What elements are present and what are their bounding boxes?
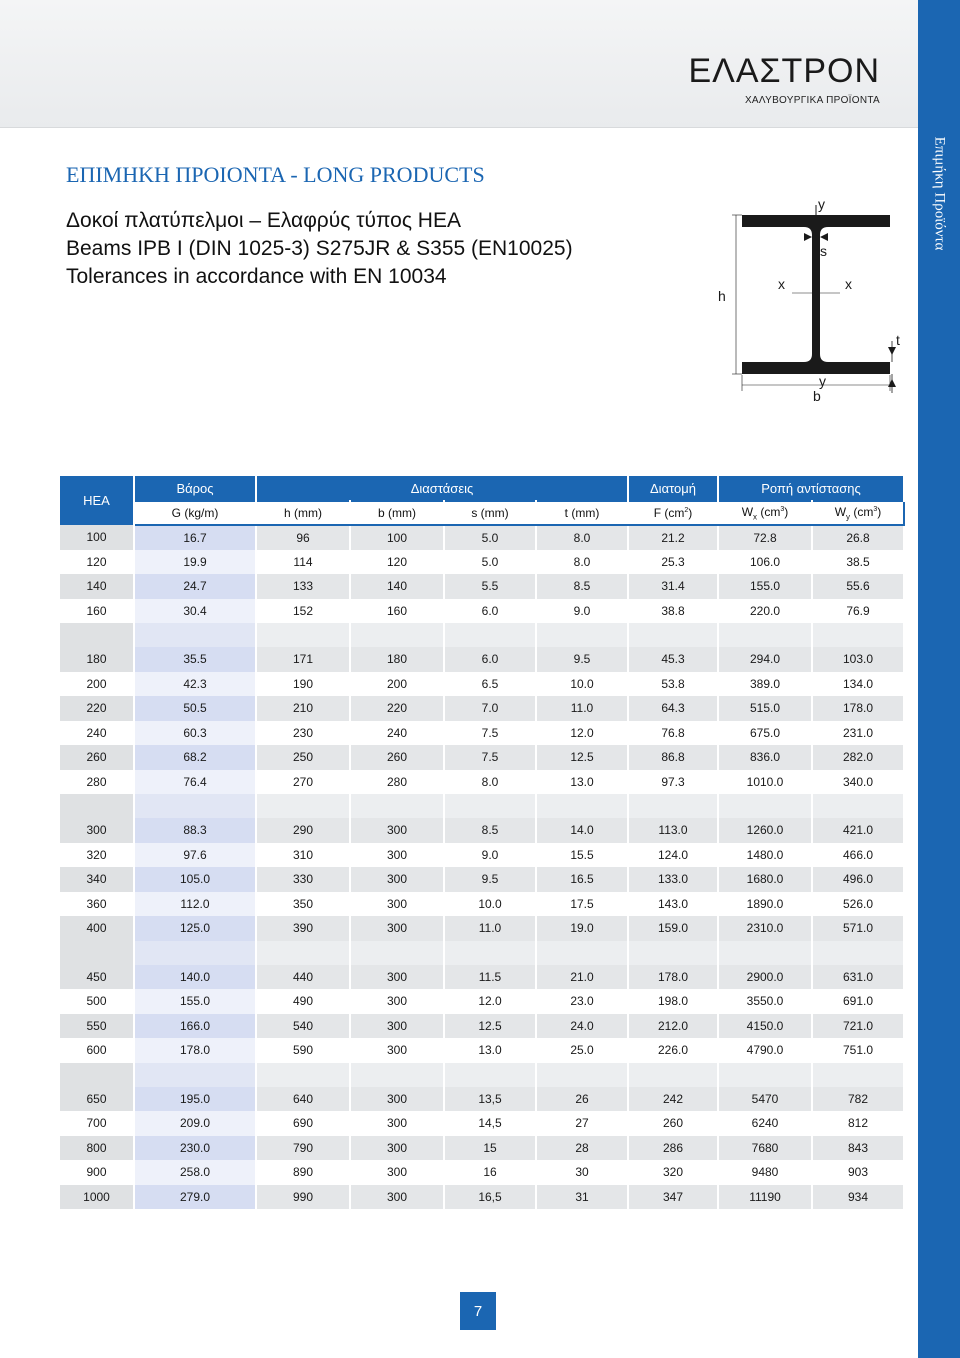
table-cell: 15 bbox=[444, 1136, 536, 1161]
table-spacer-row bbox=[60, 794, 904, 818]
table-cell: 440 bbox=[256, 965, 350, 990]
table-cell: 250 bbox=[256, 745, 350, 770]
table-cell: 212.0 bbox=[628, 1014, 718, 1039]
table-cell: 490 bbox=[256, 989, 350, 1014]
table-cell: 178.0 bbox=[134, 1038, 256, 1063]
label-x-left: x bbox=[778, 276, 785, 292]
table-cell: 88.3 bbox=[134, 818, 256, 843]
table-cell: 300 bbox=[350, 1185, 444, 1210]
logo-tagline: ΧΑΛΥΒΟΥΡΓΙΚΑ ΠΡΟΪΟΝΤΑ bbox=[744, 95, 880, 106]
table-row bbox=[60, 989, 904, 1014]
table-cell: 14.0 bbox=[536, 818, 628, 843]
table-cell: 515.0 bbox=[718, 696, 812, 721]
table-row bbox=[60, 696, 904, 721]
table-cell: 450 bbox=[60, 965, 134, 990]
table-row bbox=[60, 1087, 904, 1112]
table-row bbox=[60, 599, 904, 624]
table-cell: 690 bbox=[256, 1111, 350, 1136]
table-cell: 540 bbox=[256, 1014, 350, 1039]
table-cell: 590 bbox=[256, 1038, 350, 1063]
col-b-header: b (mm) bbox=[350, 501, 444, 525]
table-cell: 42.3 bbox=[134, 672, 256, 697]
table-row bbox=[60, 672, 904, 697]
table-body bbox=[60, 525, 904, 1209]
table-cell: 15.5 bbox=[536, 843, 628, 868]
table-cell: 600 bbox=[60, 1038, 134, 1063]
table-row bbox=[60, 770, 904, 795]
table-cell: 76.9 bbox=[812, 599, 904, 624]
table-cell: 340.0 bbox=[812, 770, 904, 795]
table-cell: 300 bbox=[350, 1038, 444, 1063]
table-cell: 105.0 bbox=[134, 867, 256, 892]
table-cell: 691.0 bbox=[812, 989, 904, 1014]
table-cell: 100 bbox=[60, 525, 134, 550]
table-cell: 11190 bbox=[718, 1185, 812, 1210]
table-cell: 210 bbox=[256, 696, 350, 721]
table-cell: 5.0 bbox=[444, 550, 536, 575]
table-cell: 1260.0 bbox=[718, 818, 812, 843]
table-cell: 97.6 bbox=[134, 843, 256, 868]
logo-wordmark: ΕΛΑΣΤΡΟΝ bbox=[688, 52, 880, 90]
brand-logo bbox=[688, 52, 880, 106]
table-cell: 190 bbox=[256, 672, 350, 697]
group-weight-header: Βάρος bbox=[134, 476, 256, 501]
table-cell: 16.7 bbox=[134, 525, 256, 550]
table-cell: 16.5 bbox=[536, 867, 628, 892]
table-cell: 640 bbox=[256, 1087, 350, 1112]
table-cell: 198.0 bbox=[628, 989, 718, 1014]
table-cell: 53.8 bbox=[628, 672, 718, 697]
table-cell: 4150.0 bbox=[718, 1014, 812, 1039]
label-y-top: y bbox=[818, 196, 825, 212]
table-cell: 260 bbox=[628, 1111, 718, 1136]
table-cell: 350 bbox=[256, 892, 350, 917]
table-cell: 300 bbox=[350, 916, 444, 941]
table-cell: 631.0 bbox=[812, 965, 904, 990]
table-cell: 800 bbox=[60, 1136, 134, 1161]
table-cell: 812 bbox=[812, 1111, 904, 1136]
col-wx-header: $W_x$ $(cm^3)$ bbox=[718, 501, 812, 525]
table-cell: 8.0 bbox=[444, 770, 536, 795]
table-cell: 152 bbox=[256, 599, 350, 624]
table-cell: 68.2 bbox=[134, 745, 256, 770]
table-cell: 526.0 bbox=[812, 892, 904, 917]
table-cell: 12.0 bbox=[444, 989, 536, 1014]
table-cell: 934 bbox=[812, 1185, 904, 1210]
table-cell: 7.0 bbox=[444, 696, 536, 721]
table-cell: 160 bbox=[350, 599, 444, 624]
table-cell: 231.0 bbox=[812, 721, 904, 746]
table-row bbox=[60, 916, 904, 941]
table-cell: 60.3 bbox=[134, 721, 256, 746]
table-cell: 13.0 bbox=[444, 1038, 536, 1063]
beam-cross-section-diagram bbox=[700, 195, 910, 410]
table-cell: 64.3 bbox=[628, 696, 718, 721]
table-cell: 258.0 bbox=[134, 1160, 256, 1185]
table-cell: 113.0 bbox=[628, 818, 718, 843]
table-cell: 13.0 bbox=[536, 770, 628, 795]
table-cell: 112.0 bbox=[134, 892, 256, 917]
table-cell: 6.0 bbox=[444, 599, 536, 624]
table-cell: 114 bbox=[256, 550, 350, 575]
table-cell: 140 bbox=[60, 574, 134, 599]
table-cell: 21.0 bbox=[536, 965, 628, 990]
section-title: ΕΠΙΜΗΚΗ ΠΡΟΙΟΝΤΑ - LONG PRODUCTS bbox=[66, 162, 485, 187]
table-cell: 242 bbox=[628, 1087, 718, 1112]
table-cell: 17.5 bbox=[536, 892, 628, 917]
table-cell: 1480.0 bbox=[718, 843, 812, 868]
table-cell: 240 bbox=[60, 721, 134, 746]
table-cell: 220.0 bbox=[718, 599, 812, 624]
table-row bbox=[60, 867, 904, 892]
table-cell: 19.9 bbox=[134, 550, 256, 575]
table-cell: 571.0 bbox=[812, 916, 904, 941]
table-cell: 340 bbox=[60, 867, 134, 892]
table-cell: 30 bbox=[536, 1160, 628, 1185]
table-cell: 240 bbox=[350, 721, 444, 746]
table-cell: 550 bbox=[60, 1014, 134, 1039]
table-cell: 220 bbox=[350, 696, 444, 721]
table-cell: 310 bbox=[256, 843, 350, 868]
table-cell: 1890.0 bbox=[718, 892, 812, 917]
table-cell: 28 bbox=[536, 1136, 628, 1161]
label-b: b bbox=[813, 388, 821, 404]
table-cell: 8.0 bbox=[536, 525, 628, 550]
table-row bbox=[60, 745, 904, 770]
table-cell: 3550.0 bbox=[718, 989, 812, 1014]
table-cell: 24.7 bbox=[134, 574, 256, 599]
table-row bbox=[60, 1185, 904, 1210]
table-cell: 72.8 bbox=[718, 525, 812, 550]
table-cell: 140.0 bbox=[134, 965, 256, 990]
table-cell: 120 bbox=[60, 550, 134, 575]
table-cell: 300 bbox=[60, 818, 134, 843]
table-cell: 30.4 bbox=[134, 599, 256, 624]
side-label-text: Επιμήκη Προϊόντα bbox=[931, 136, 948, 250]
table-cell: 220 bbox=[60, 696, 134, 721]
table-cell: 360 bbox=[60, 892, 134, 917]
table-cell: 9.0 bbox=[444, 843, 536, 868]
table-cell: 100 bbox=[350, 525, 444, 550]
table-row bbox=[60, 1038, 904, 1063]
table-cell: 496.0 bbox=[812, 867, 904, 892]
table-cell: 125.0 bbox=[134, 916, 256, 941]
table-cell: 675.0 bbox=[718, 721, 812, 746]
hea-properties-table bbox=[60, 476, 904, 1209]
table-cell: 178.0 bbox=[812, 696, 904, 721]
table-cell: 7.5 bbox=[444, 721, 536, 746]
table-cell: 790 bbox=[256, 1136, 350, 1161]
table-cell: 14,5 bbox=[444, 1111, 536, 1136]
table-cell: 650 bbox=[60, 1087, 134, 1112]
table-cell: 990 bbox=[256, 1185, 350, 1210]
table-cell: 23.0 bbox=[536, 989, 628, 1014]
table-cell: 900 bbox=[60, 1160, 134, 1185]
table-cell: 38.5 bbox=[812, 550, 904, 575]
label-y-bottom: y bbox=[819, 373, 826, 389]
table-cell: 26 bbox=[536, 1087, 628, 1112]
table-cell: 11.0 bbox=[444, 916, 536, 941]
table-cell: 12.5 bbox=[444, 1014, 536, 1039]
table-cell: 38.8 bbox=[628, 599, 718, 624]
table-cell: 300 bbox=[350, 843, 444, 868]
table-cell: 133 bbox=[256, 574, 350, 599]
table-cell: 120 bbox=[350, 550, 444, 575]
table-row bbox=[60, 965, 904, 990]
col-t-header: t (mm) bbox=[536, 501, 628, 525]
table-cell: 180 bbox=[350, 647, 444, 672]
table-cell: 320 bbox=[628, 1160, 718, 1185]
table-cell: 280 bbox=[60, 770, 134, 795]
table-cell: 1680.0 bbox=[718, 867, 812, 892]
table-cell: 300 bbox=[350, 989, 444, 1014]
web bbox=[812, 227, 820, 362]
label-s: s bbox=[820, 243, 827, 259]
table-cell: 27 bbox=[536, 1111, 628, 1136]
table-cell: 6240 bbox=[718, 1111, 812, 1136]
table-cell: 9480 bbox=[718, 1160, 812, 1185]
table-cell: 300 bbox=[350, 892, 444, 917]
table-cell: 160 bbox=[60, 599, 134, 624]
table-cell: 31 bbox=[536, 1185, 628, 1210]
group-section-header: Διατομή bbox=[628, 476, 718, 501]
table-cell: 282.0 bbox=[812, 745, 904, 770]
table-cell: 25.0 bbox=[536, 1038, 628, 1063]
table-row bbox=[60, 574, 904, 599]
table-cell: 45.3 bbox=[628, 647, 718, 672]
table-cell: 400 bbox=[60, 916, 134, 941]
table-cell: 347 bbox=[628, 1185, 718, 1210]
col-wy-header: $W_y$ $(cm^3)$ bbox=[812, 501, 904, 525]
table-cell: 133.0 bbox=[628, 867, 718, 892]
table-cell: 8.0 bbox=[536, 550, 628, 575]
table-cell: 21.2 bbox=[628, 525, 718, 550]
table-cell: 96 bbox=[256, 525, 350, 550]
table-cell: 843 bbox=[812, 1136, 904, 1161]
col-h-header: h (mm) bbox=[256, 501, 350, 525]
table-cell: 124.0 bbox=[628, 843, 718, 868]
table-row bbox=[60, 550, 904, 575]
table-cell: 140 bbox=[350, 574, 444, 599]
product-title-line-3: Tolerances in accordance with EN 10034 bbox=[66, 265, 447, 288]
table-cell: 7.5 bbox=[444, 745, 536, 770]
table-cell: 2900.0 bbox=[718, 965, 812, 990]
page-number: 7 bbox=[460, 1292, 496, 1330]
table-cell: 230.0 bbox=[134, 1136, 256, 1161]
table-cell: 134.0 bbox=[812, 672, 904, 697]
table-cell: 421.0 bbox=[812, 818, 904, 843]
table-cell: 330 bbox=[256, 867, 350, 892]
table-cell: 12.5 bbox=[536, 745, 628, 770]
col-g-header: G (kg/m) bbox=[134, 501, 256, 525]
table-cell: 1010.0 bbox=[718, 770, 812, 795]
table-cell: 300 bbox=[350, 818, 444, 843]
table-cell: 8.5 bbox=[536, 574, 628, 599]
table-row bbox=[60, 647, 904, 672]
table-cell: 300 bbox=[350, 1014, 444, 1039]
table-cell: 10.0 bbox=[444, 892, 536, 917]
table-cell: 50.5 bbox=[134, 696, 256, 721]
table-cell: 500 bbox=[60, 989, 134, 1014]
label-x-right: x bbox=[845, 276, 852, 292]
table-cell: 97.3 bbox=[628, 770, 718, 795]
table-cell: 4790.0 bbox=[718, 1038, 812, 1063]
product-title-line-2: Beams IPB I (DIN 1025-3) S275JR & S355 (EN10025) bbox=[66, 237, 573, 260]
table-cell: 171 bbox=[256, 647, 350, 672]
table-cell: 286 bbox=[628, 1136, 718, 1161]
table-cell: 1000 bbox=[60, 1185, 134, 1210]
table-cell: 890 bbox=[256, 1160, 350, 1185]
table-row bbox=[60, 721, 904, 746]
table-row bbox=[60, 1014, 904, 1039]
label-t: t bbox=[896, 332, 900, 348]
table-cell: 6.5 bbox=[444, 672, 536, 697]
table-cell: 13,5 bbox=[444, 1087, 536, 1112]
table-cell: 35.5 bbox=[134, 647, 256, 672]
table-cell: 24.0 bbox=[536, 1014, 628, 1039]
table-cell: 2310.0 bbox=[718, 916, 812, 941]
table-cell: 9.5 bbox=[444, 867, 536, 892]
table-row bbox=[60, 525, 904, 550]
table-cell: 26.8 bbox=[812, 525, 904, 550]
table-cell: 155.0 bbox=[134, 989, 256, 1014]
table-cell: 12.0 bbox=[536, 721, 628, 746]
table-cell: 103.0 bbox=[812, 647, 904, 672]
col-hea-header: HEA bbox=[60, 476, 134, 525]
table-row bbox=[60, 1111, 904, 1136]
table-cell: 6.0 bbox=[444, 647, 536, 672]
table-row bbox=[60, 892, 904, 917]
table-cell: 466.0 bbox=[812, 843, 904, 868]
table-cell: 55.6 bbox=[812, 574, 904, 599]
col-s-header: s (mm) bbox=[444, 501, 536, 525]
table-cell: 10.0 bbox=[536, 672, 628, 697]
table-cell: 200 bbox=[60, 672, 134, 697]
table-cell: 25.3 bbox=[628, 550, 718, 575]
table-cell: 106.0 bbox=[718, 550, 812, 575]
table-cell: 76.8 bbox=[628, 721, 718, 746]
table-cell: 751.0 bbox=[812, 1038, 904, 1063]
table-cell: 11.0 bbox=[536, 696, 628, 721]
table-cell: 300 bbox=[350, 1087, 444, 1112]
table-row bbox=[60, 843, 904, 868]
table-spacer-row bbox=[60, 941, 904, 965]
table-spacer-row bbox=[60, 623, 904, 647]
table-cell: 16 bbox=[444, 1160, 536, 1185]
table-cell: 178.0 bbox=[628, 965, 718, 990]
table-cell: 300 bbox=[350, 1160, 444, 1185]
table-cell: 5470 bbox=[718, 1087, 812, 1112]
label-h: h bbox=[718, 288, 726, 304]
table-cell: 166.0 bbox=[134, 1014, 256, 1039]
table-row bbox=[60, 818, 904, 843]
table-cell: 226.0 bbox=[628, 1038, 718, 1063]
table-cell: 903 bbox=[812, 1160, 904, 1185]
table-cell: 9.5 bbox=[536, 647, 628, 672]
table-cell: 9.0 bbox=[536, 599, 628, 624]
table-cell: 389.0 bbox=[718, 672, 812, 697]
table-cell: 260 bbox=[60, 745, 134, 770]
group-dimensions-header: Διαστάσεις bbox=[256, 476, 628, 501]
table-cell: 300 bbox=[350, 1136, 444, 1161]
i-beam-drawing bbox=[700, 195, 910, 410]
table-cell: 320 bbox=[60, 843, 134, 868]
table-cell: 16,5 bbox=[444, 1185, 536, 1210]
table-spacer-row bbox=[60, 1063, 904, 1087]
table-cell: 836.0 bbox=[718, 745, 812, 770]
table-cell: 270 bbox=[256, 770, 350, 795]
table-cell: 782 bbox=[812, 1087, 904, 1112]
table-cell: 143.0 bbox=[628, 892, 718, 917]
table-cell: 300 bbox=[350, 1111, 444, 1136]
table-row bbox=[60, 1136, 904, 1161]
top-flange bbox=[742, 215, 890, 227]
table-cell: 31.4 bbox=[628, 574, 718, 599]
table-cell: 200 bbox=[350, 672, 444, 697]
product-title-line-1: Δοκοί πλατύπελμοι – Ελαφρύς τύπος HEA bbox=[66, 209, 461, 232]
table-cell: 390 bbox=[256, 916, 350, 941]
group-moment-header: Ροπή αντίστασης bbox=[718, 476, 904, 501]
bottom-flange bbox=[742, 362, 890, 374]
table-cell: 300 bbox=[350, 867, 444, 892]
table-row bbox=[60, 1160, 904, 1185]
table-cell: 280 bbox=[350, 770, 444, 795]
table-cell: 230 bbox=[256, 721, 350, 746]
table-cell: 195.0 bbox=[134, 1087, 256, 1112]
table-cell: 155.0 bbox=[718, 574, 812, 599]
table-cell: 300 bbox=[350, 965, 444, 990]
table-cell: 7680 bbox=[718, 1136, 812, 1161]
table-cell: 19.0 bbox=[536, 916, 628, 941]
table-cell: 260 bbox=[350, 745, 444, 770]
table-cell: 180 bbox=[60, 647, 134, 672]
table-cell: 11.5 bbox=[444, 965, 536, 990]
table-cell: 5.5 bbox=[444, 574, 536, 599]
table-cell: 279.0 bbox=[134, 1185, 256, 1210]
table-cell: 76.4 bbox=[134, 770, 256, 795]
table-cell: 700 bbox=[60, 1111, 134, 1136]
table-cell: 8.5 bbox=[444, 818, 536, 843]
table-cell: 209.0 bbox=[134, 1111, 256, 1136]
table-cell: 86.8 bbox=[628, 745, 718, 770]
product-title bbox=[66, 207, 573, 291]
table-cell: 721.0 bbox=[812, 1014, 904, 1039]
table-cell: 5.0 bbox=[444, 525, 536, 550]
table-cell: 159.0 bbox=[628, 916, 718, 941]
table-cell: 290 bbox=[256, 818, 350, 843]
col-f-header: F $(cm^2)$ bbox=[628, 501, 718, 525]
table-cell: 294.0 bbox=[718, 647, 812, 672]
side-label bbox=[918, 128, 960, 258]
